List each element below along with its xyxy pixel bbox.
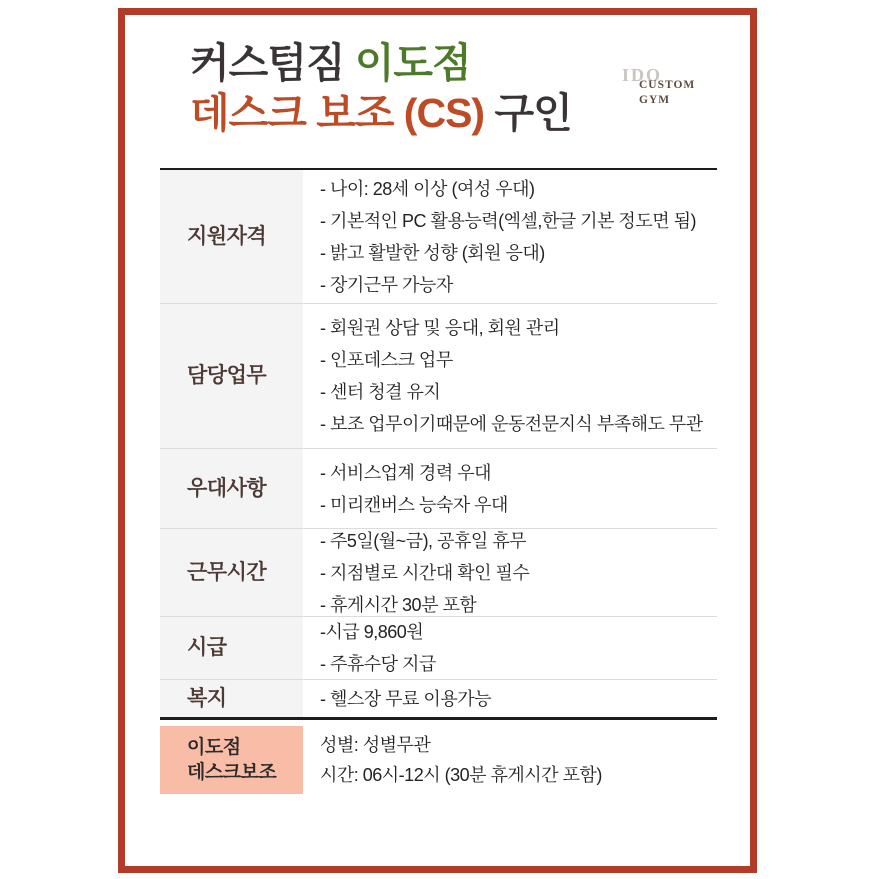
row-content xyxy=(303,449,717,528)
content-line: - 헬스장 무료 이용가능 xyxy=(320,688,491,709)
content-line: - 휴게시간 30분 포함 xyxy=(320,594,477,615)
row-label: 지원자격 xyxy=(160,170,303,303)
highlight-label-line: 데스크보조 xyxy=(187,762,277,783)
row-label: 근무시간 xyxy=(160,529,303,616)
table-row-qualifications xyxy=(160,170,717,304)
row-label: 복지 xyxy=(160,680,303,717)
page-title xyxy=(190,38,572,138)
table-row-duties xyxy=(160,304,717,449)
title-line-1 xyxy=(190,38,572,88)
logo-text-gym: GYM xyxy=(639,93,671,106)
content-line: - 기본적인 PC 활용능력(엑셀,한글 기본 정도면 됨) xyxy=(320,210,696,231)
table-row-branch-summary xyxy=(160,726,717,794)
table-row-working-hours xyxy=(160,529,717,617)
logo-text-ido: IDO xyxy=(622,65,663,85)
row-content xyxy=(303,617,717,679)
content-line: - 나이: 28세 이상 (여성 우대) xyxy=(320,178,535,199)
title-brand: 커스텀짐 xyxy=(190,40,355,86)
row-content xyxy=(303,726,717,794)
row-content xyxy=(303,304,717,448)
title-branch: 이도점 xyxy=(354,40,471,86)
content-line: - 서비스업계 경력 우대 xyxy=(320,462,491,483)
title-role: 데스크 보조 (CS) xyxy=(190,90,485,136)
content-line: - 회원권 상담 및 응대, 회원 관리 xyxy=(320,318,560,338)
highlight-label-line: 이도점 xyxy=(187,737,241,758)
row-content xyxy=(303,529,717,616)
row-content xyxy=(303,680,717,717)
table-row-hourly-wage xyxy=(160,617,717,680)
table-row-benefits xyxy=(160,680,717,720)
content-line: - 밝고 활발한 성향 (회원 응대) xyxy=(320,242,545,263)
title-line-2 xyxy=(190,88,572,138)
row-label: 담당업무 xyxy=(160,304,303,448)
content-line: 성별: 성별무관 xyxy=(320,735,431,755)
title-suffix: 구인 xyxy=(484,90,572,136)
job-info-table xyxy=(160,168,717,794)
content-line: - 지점별로 시간대 확인 필수 xyxy=(320,562,530,583)
content-line: - 장기근무 가능자 xyxy=(320,274,453,295)
content-line: 시간: 06시-12시 (30분 휴게시간 포함) xyxy=(320,765,602,785)
content-line: - 인포데스크 업무 xyxy=(320,350,453,370)
gym-logo xyxy=(622,66,695,106)
content-line: -시급 9,860원 xyxy=(320,622,424,642)
logo-text-custom: CUSTOM xyxy=(639,79,696,91)
row-label: 시급 xyxy=(160,617,303,679)
table-row-preferences xyxy=(160,449,717,529)
content-line: - 센터 청결 유지 xyxy=(320,382,441,402)
content-line: - 미리캔버스 능숙자 우대 xyxy=(320,494,508,515)
row-label: 우대사항 xyxy=(160,449,303,528)
row-content xyxy=(303,170,717,303)
content-line: - 보조 업무이기때문에 운동전문지식 부족해도 무관 xyxy=(320,414,703,434)
highlight-row-label xyxy=(160,726,303,794)
content-line: - 주휴수당 지급 xyxy=(320,654,436,674)
content-line: - 주5일(월~금), 공휴일 휴무 xyxy=(320,530,526,551)
